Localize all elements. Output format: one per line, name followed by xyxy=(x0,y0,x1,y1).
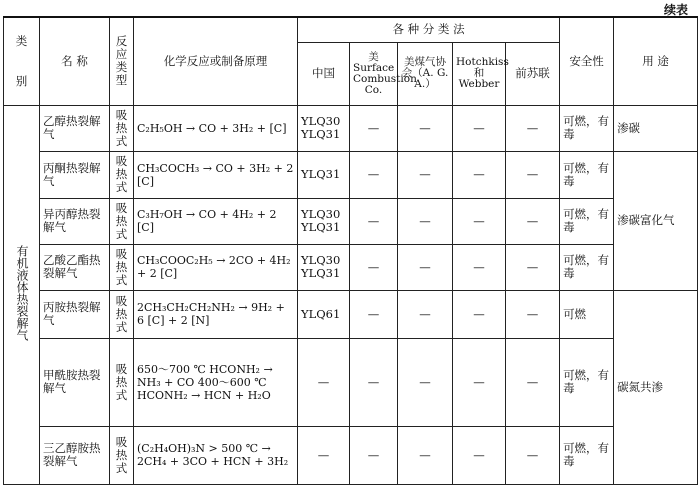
row-ussr: — xyxy=(506,290,560,338)
row-china: — xyxy=(298,426,350,484)
row-safety: 可燃 xyxy=(560,290,614,338)
table-row xyxy=(4,198,698,244)
row-type: 吸热式 xyxy=(110,198,134,244)
row-china: YLQ31 xyxy=(298,151,350,198)
row-hotchkiss-webber: — xyxy=(453,198,506,244)
header-category: 类 别 xyxy=(4,17,40,105)
header-us-surface: 美 Surface Combustion Co. xyxy=(350,42,398,105)
row-aga: — xyxy=(398,426,453,484)
row-principle: 650～700 ℃ HCONH₂ → NH₃ + CO 400～600 ℃ HCONH₂ → HCN + H₂O xyxy=(134,338,298,426)
row-hotchkiss-webber: — xyxy=(453,338,506,426)
header-usage: 用 途 xyxy=(614,17,698,105)
row-china: YLQ30 YLQ31 xyxy=(298,198,350,244)
row-name: 乙酸乙酯热裂解气 xyxy=(40,244,110,290)
header-principle: 化学反应或制备原理 xyxy=(134,17,298,105)
header-china: 中国 xyxy=(298,42,350,105)
row-china: YLQ30 YLQ31 xyxy=(298,105,350,151)
row-type: 吸热式 xyxy=(110,105,134,151)
table-row xyxy=(4,426,698,484)
row-type: 吸热式 xyxy=(110,244,134,290)
row-surface: — xyxy=(350,426,398,484)
row-name: 异丙醇热裂解气 xyxy=(40,198,110,244)
row-china: YLQ61 xyxy=(298,290,350,338)
row-hotchkiss-webber: — xyxy=(453,151,506,198)
header-ussr: 前苏联 xyxy=(506,42,560,105)
row-type: 吸热式 xyxy=(110,338,134,426)
header-safety: 安全性 xyxy=(560,17,614,105)
row-name: 乙醇热裂解气 xyxy=(40,105,110,151)
row-name: 丙酮热裂解气 xyxy=(40,151,110,198)
row-type: 吸热式 xyxy=(110,290,134,338)
usage-carburizing: 渗碳 xyxy=(614,105,698,151)
row-hotchkiss-webber: — xyxy=(453,426,506,484)
header-classification-group: 各 种 分 类 法 xyxy=(298,17,560,42)
row-aga: — xyxy=(398,105,453,151)
table-row xyxy=(4,244,698,290)
row-surface: — xyxy=(350,244,398,290)
row-surface: — xyxy=(350,338,398,426)
gas-classification-table xyxy=(3,16,698,485)
row-china: YLQ30 YLQ31 xyxy=(298,244,350,290)
row-principle: CH₃COCH₃ → CO + 3H₂ + 2 [C] xyxy=(134,151,298,198)
row-principle: 2CH₃CH₂CH₂NH₂ → 9H₂ + 6 [C] + 2 [N] xyxy=(134,290,298,338)
row-safety: 可燃，有毒 xyxy=(560,244,614,290)
table-row xyxy=(4,151,698,198)
continued-label: 续表 xyxy=(663,3,688,17)
row-type: 吸热式 xyxy=(110,151,134,198)
row-safety: 可燃，有毒 xyxy=(560,198,614,244)
row-principle: CH₃COOC₂H₅ → 2CO + 4H₂ + 2 [C] xyxy=(134,244,298,290)
row-aga: — xyxy=(398,290,453,338)
row-aga: — xyxy=(398,198,453,244)
row-ussr: — xyxy=(506,244,560,290)
row-ussr: — xyxy=(506,338,560,426)
row-aga: — xyxy=(398,151,453,198)
row-ussr: — xyxy=(506,105,560,151)
row-principle: C₃H₇OH → CO + 4H₂ + 2 [C] xyxy=(134,198,298,244)
header-us-gas-association: 美煤气协会（A. G. A.） xyxy=(398,42,453,105)
row-hotchkiss-webber: — xyxy=(453,290,506,338)
table-row xyxy=(4,290,698,338)
row-type: 吸热式 xyxy=(110,426,134,484)
header-hotchkiss-webber: Hotchkiss 和 Webber xyxy=(453,42,506,105)
usage-enriching: 渗碳富化气 xyxy=(614,151,698,290)
row-surface: — xyxy=(350,151,398,198)
row-aga: — xyxy=(398,338,453,426)
row-name: 甲酰胺热裂解气 xyxy=(40,338,110,426)
row-surface: — xyxy=(350,105,398,151)
row-safety: 可燃，有毒 xyxy=(560,105,614,151)
row-aga: — xyxy=(398,244,453,290)
row-hotchkiss-webber: — xyxy=(453,105,506,151)
row-hotchkiss-webber: — xyxy=(453,244,506,290)
row-ussr: — xyxy=(506,151,560,198)
category-cell xyxy=(4,105,40,484)
table-row xyxy=(4,338,698,426)
category-label: 有机液体热裂解气 xyxy=(15,245,29,341)
row-safety: 可燃，有毒 xyxy=(560,151,614,198)
row-principle: C₂H₅OH → CO + 3H₂ + [C] xyxy=(134,105,298,151)
row-safety: 可燃，有毒 xyxy=(560,426,614,484)
row-surface: — xyxy=(350,290,398,338)
row-china: — xyxy=(298,338,350,426)
usage-carbonitriding: 碳氮共渗 xyxy=(614,290,698,484)
row-name: 三乙醇胺热裂解气 xyxy=(40,426,110,484)
row-ussr: — xyxy=(506,426,560,484)
row-safety: 可燃，有毒 xyxy=(560,338,614,426)
row-principle: (C₂H₄OH)₃N > 500 ℃ → 2CH₄ + 3CO + HCN + 3H₂ xyxy=(134,426,298,484)
row-name: 丙胺热裂解气 xyxy=(40,290,110,338)
row-ussr: — xyxy=(506,198,560,244)
table-row xyxy=(4,105,698,151)
row-surface: — xyxy=(350,198,398,244)
header-reaction-type: 反应类型 xyxy=(110,17,134,105)
header-name: 名 称 xyxy=(40,17,110,105)
